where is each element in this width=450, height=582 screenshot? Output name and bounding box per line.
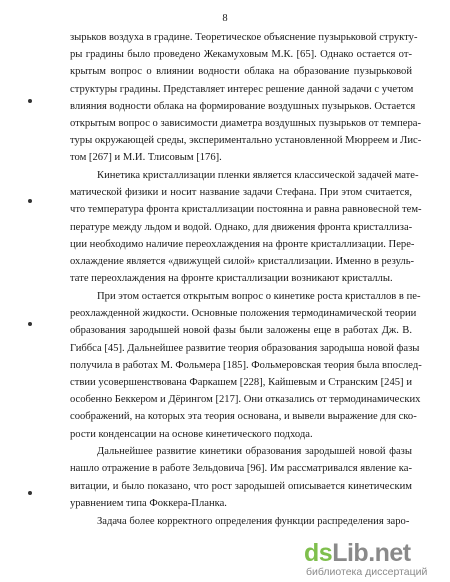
text-line: охлаждение является «движущей силой» кристаллизации. Именно в резуль- (70, 256, 415, 268)
text-line: особенно Беккером и Дёрингом [217]. Они отказались от термодинамических (70, 394, 421, 406)
text-line: получила в работах М. Фольмера [185]. Фольмеровская теория была впослед- (70, 359, 422, 371)
text-line: соображений, на которых эта теория основана, и вывели выражение для ско- (70, 411, 417, 423)
text-line: реохлажденной жидкости. Основные положения термодинамической теории (70, 308, 417, 320)
margin-mark-4 (28, 491, 32, 495)
text-line: крытым вопрос о влиянии водности облака на образование пузырьковой (70, 66, 412, 78)
text-line: Кинетика кристаллизации пленки является классической задачей мате- (97, 170, 419, 182)
paragraph-2 (70, 167, 422, 287)
text-line: витации, и было показано, что рост зародышей описывается кинетическим (70, 480, 412, 492)
text-line: пературе между льдом и водой. Однако, для движения фронта кристаллиза- (70, 221, 413, 233)
text-line: ции необходимо наличие переохлаждения на фронте кристаллизации. Пере- (70, 238, 415, 250)
text-line: При этом остается открытым вопрос о кинетике роста кристаллов в пе- (97, 291, 421, 302)
text-line: что температура фронта кристаллизации постоянна и равна равновесной тем- (70, 204, 422, 216)
text-line: уравнением типа Фоккера-Планка. (70, 497, 227, 509)
text-line: открытым вопрос о зависимости диаметра воздушных пузырьков от темпера- (70, 117, 422, 129)
text-line: Гиббса [45]. Дальнейшее развитие теория образования зародыша новой фазы (70, 342, 420, 354)
paragraph-3 (70, 288, 422, 443)
text-line: нашло отражение в работе Зельдовича [96]. Им рассматривался явление ка- (70, 463, 412, 475)
paragraph-1 (70, 29, 422, 167)
text-line: тате переохлаждения на фронте кристаллизации возникают кристаллы. (70, 273, 393, 285)
dslib-logo (304, 540, 411, 566)
dslib-watermark (304, 540, 444, 578)
margin-mark-1 (28, 99, 32, 103)
text-line: Задача более корректного определения функции распределения заро- (97, 515, 410, 527)
page-number: 8 (222, 13, 228, 24)
text-line: влияния водности облака на формирование воздушных пузырьков. Остается (70, 100, 416, 112)
text-line: матической физики и носит название задачи Стефана. При этом считается, (70, 187, 412, 199)
paragraph-5 (70, 513, 412, 530)
text-line: рости конденсации на основе кинетического подхода. (70, 428, 313, 440)
logo-ds: ds (304, 539, 333, 567)
text-line: ры градины было проведено Жекамуховым М.К. [65]. Однако остается от- (70, 49, 412, 61)
text-line: том [267] и М.И. Тлисовым [176]. (70, 152, 222, 164)
body-text (70, 29, 422, 530)
margin-mark-2 (28, 199, 32, 203)
text-line: Дальнейшее развитие кинетики образования зародышей новой фазы (97, 446, 412, 458)
text-line: ствии усовершенствована Фаркашем [228], Кайшевым и Странским [245] и (70, 376, 412, 388)
text-line: туры окружающей среды, экспериментально установленной Мюрреем и Лис- (70, 135, 422, 147)
paragraph-4 (70, 443, 412, 512)
logo-lib: Lib (332, 539, 369, 567)
text-line: структуры градины. Представляет интерес решение данной задачи с учетом (70, 83, 414, 95)
text-line: образования зародышей новой фазы были заложены еще в работах Дж. В. (70, 325, 412, 337)
watermark-subtitle: библиотека диссертаций (306, 566, 428, 578)
margin-mark-3 (28, 322, 32, 326)
logo-net: .net (368, 539, 411, 567)
text-line: зырьков воздуха в градине. Теоретическое объяснение пузырьковой структу- (70, 32, 418, 43)
